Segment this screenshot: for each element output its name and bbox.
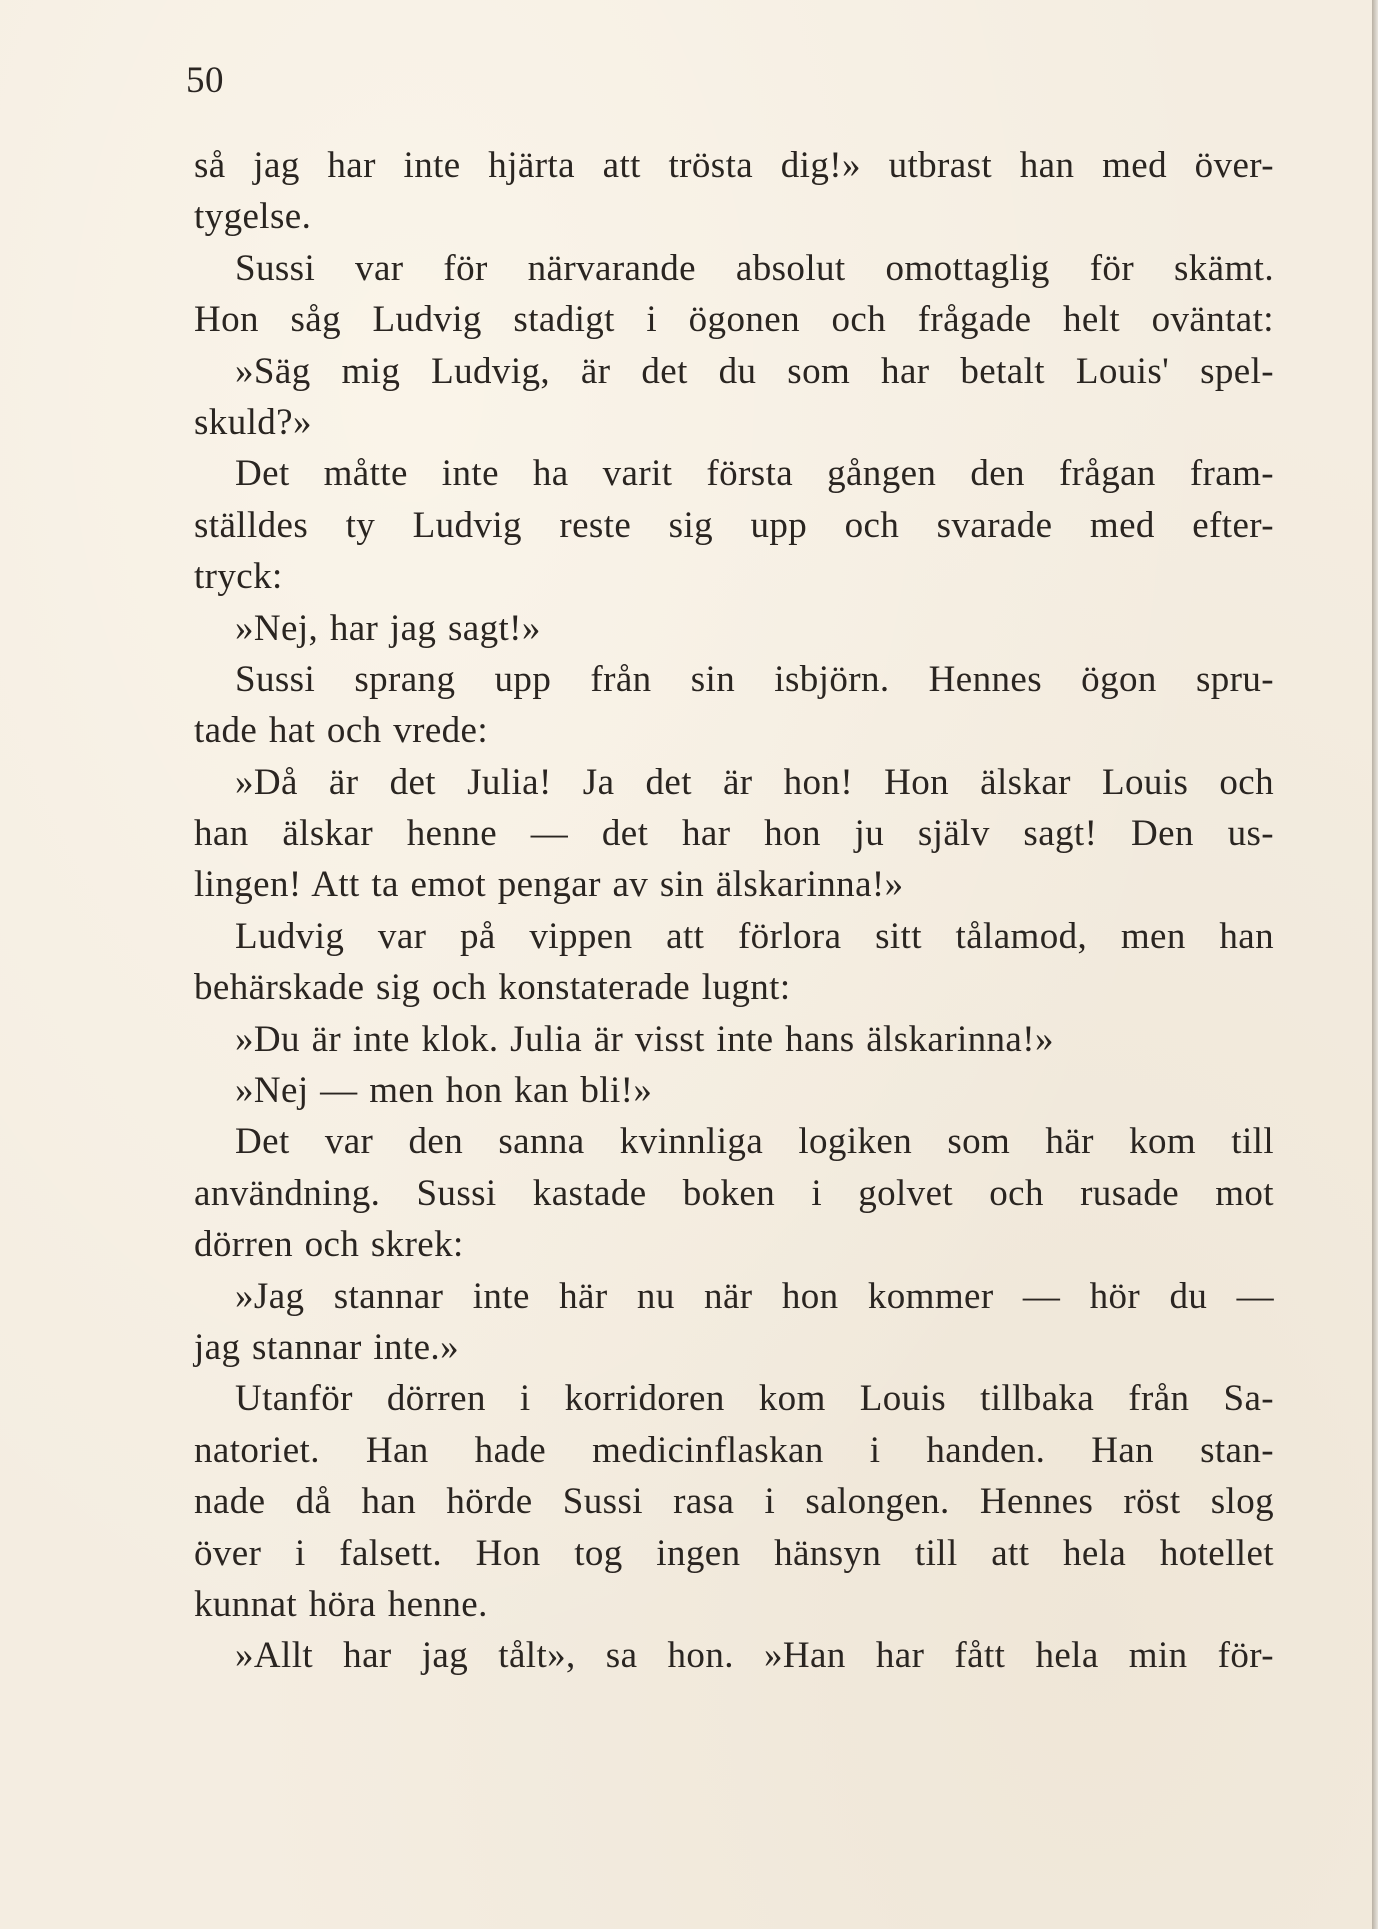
text-line: tade hat och vrede: — [194, 710, 489, 752]
text-line: »Nej — men hon kan bli!» — [235, 1070, 653, 1112]
text-line: natoriet. Han hade medicinflaskan i handen. Han stan- — [194, 1429, 1274, 1471]
text-line: »Jag stannar inte här nu när hon kommer — hör du — — [235, 1275, 1274, 1317]
text-line: »Allt har jag tålt», sa hon. »Han har fått hela min för- — [235, 1635, 1274, 1677]
text-line: tygelse. — [194, 196, 312, 238]
text-line: »Då är det Julia! Ja det är hon! Hon älskar Louis och — [235, 761, 1274, 803]
body-text — [194, 140, 1274, 1682]
text-line: över i falsett. Hon tog ingen hänsyn till att hela hotellet — [194, 1532, 1274, 1574]
text-line: kunnat höra henne. — [194, 1583, 488, 1625]
text-line: nade då han hörde Sussi rasa i salongen. Hennes röst slog — [194, 1481, 1274, 1523]
text-line: dörren och skrek: — [194, 1224, 464, 1266]
text-line: jag stannar inte.» — [194, 1326, 459, 1368]
text-line: lingen! Att ta emot pengar av sin älskarinna!» — [194, 864, 904, 906]
page-edge — [1372, 0, 1378, 1929]
text-line: Sussi var för närvarande absolut omottaglig för skämt. — [235, 247, 1274, 289]
text-line: Ludvig var på vippen att förlora sitt tålamod, men han — [235, 915, 1274, 957]
page-number: 50 — [186, 60, 224, 101]
text-line: behärskade sig och konstaterade lugnt: — [194, 967, 791, 1009]
text-line: Utanför dörren i korridoren kom Louis tillbaka från Sa- — [235, 1378, 1274, 1420]
text-line: tryck: — [194, 556, 283, 598]
text-line: ställdes ty Ludvig reste sig upp och svarade med efter- — [194, 504, 1274, 546]
text-line: »Säg mig Ludvig, är det du som har betalt Louis' spel- — [235, 350, 1274, 392]
text-line: »Nej, har jag sagt!» — [235, 607, 541, 649]
text-line: Det måtte inte ha varit första gången den frågan fram- — [235, 453, 1274, 495]
text-line: Sussi sprang upp från sin isbjörn. Hennes ögon spru- — [235, 658, 1274, 700]
text-line: Hon såg Ludvig stadigt i ögonen och frågade helt oväntat: — [194, 299, 1274, 341]
text-line: så jag har inte hjärta att trösta dig!» utbrast han med över- — [194, 145, 1274, 186]
text-line: användning. Sussi kastade boken i golvet och rusade mot — [194, 1172, 1274, 1214]
text-line: »Du är inte klok. Julia är visst inte hans älskarinna!» — [235, 1018, 1054, 1060]
text-line: Det var den sanna kvinnliga logiken som här kom till — [235, 1121, 1274, 1163]
text-line: skuld?» — [194, 401, 312, 443]
text-line: han älskar henne — det har hon ju själv sagt! Den us- — [194, 813, 1274, 855]
